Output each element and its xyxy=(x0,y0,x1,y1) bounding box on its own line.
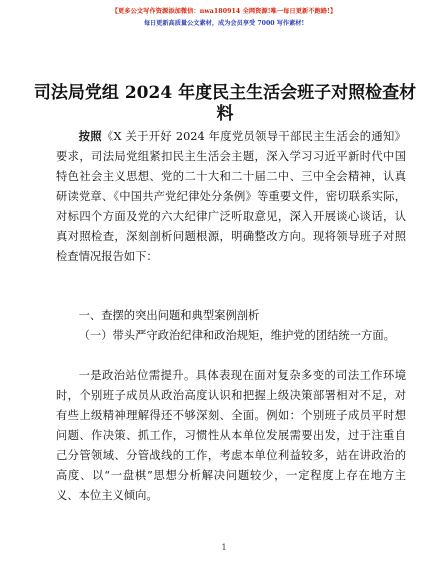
subsection-heading: （一）带头严守政治纪律和政治规矩，维护党的团结统一方面。 xyxy=(78,329,395,342)
document-title: 司法局党组 2024 年度民主生活会班子对照检查材料 xyxy=(33,83,417,124)
intro-lead: 按照 xyxy=(78,129,102,143)
intro-paragraph xyxy=(56,126,406,267)
header-banner xyxy=(0,6,448,30)
body-paragraph: 一是政治站位需提升。具体表现在面对复杂多变的司法工作环境时，个别班子成员从政治高度认识和把握上级决策部署相对不足，对有些上级精神理解得还不够深刻、全面。例如：个别班子成员平时想问题、作决策、抓工作，习惯性从本单位发展需要出发，过于注重自己分管领域、分管战线的工作，考虑本单位利益较多，站在讲政治的高度、以“一盘棋”思想分析解决问题较少，一定程度上存在地方主义、本位主义倾向。 xyxy=(56,369,406,502)
banner-promo-line: 【更多公文写作资源添加微信：nwa180914 全网资源!唯一每日更新不跑路!】 xyxy=(111,8,337,15)
section-heading: 一、查摆的突出问题和典型案例剖析 xyxy=(78,309,260,322)
intro-text: 《X 关于开好 2024 年度党员领导干部民主生活会的通知》要求，司法局党组紧扣民主生活会主题，深入学习习近平新时代中国特色社会主义思想、党的二十大和二十届二中、三中全会精神，认真研读党章、《中国共产党纪律处分条例》等重要文件，密切联系实际，对标四个方面及党的六大纪律广泛听取意见，深入开展谈心谈话，认真对照检查，深刻剖析问题根源，明确整改方向。现将领导班子对照检查情况报告如下： xyxy=(56,130,406,263)
page-number: 1 xyxy=(221,543,227,552)
banner-member-line: 每日更新高质量公文素材，成为会员享受 7000 写作素材! xyxy=(143,20,305,27)
